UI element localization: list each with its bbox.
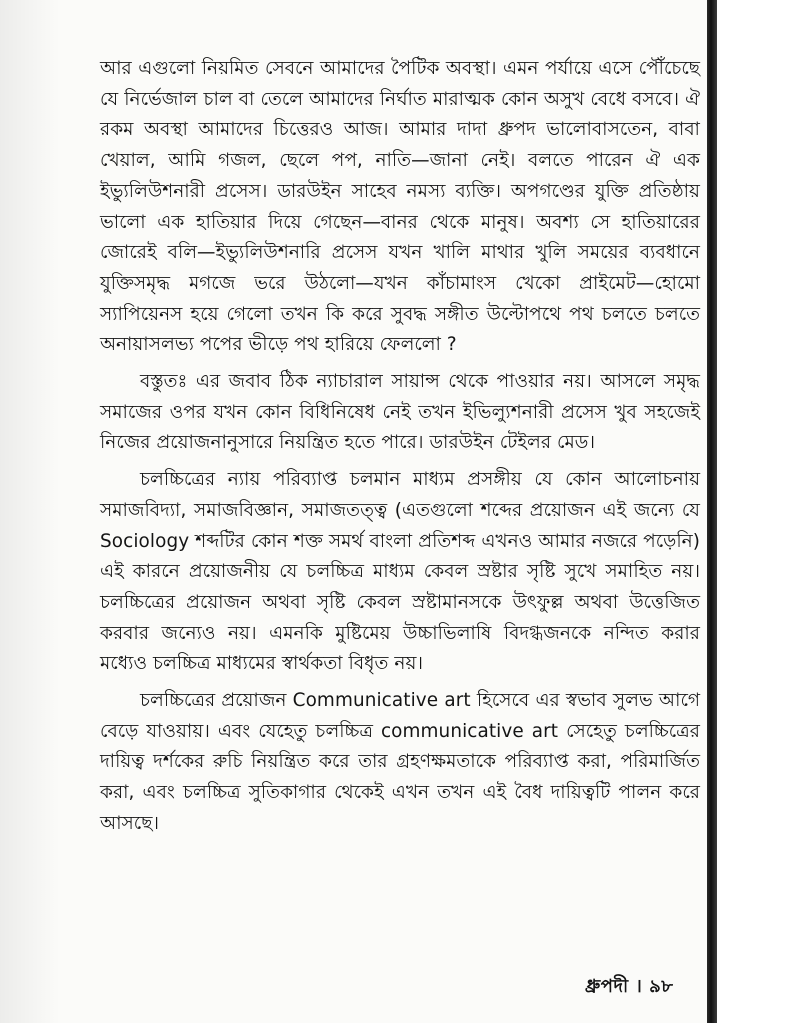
- body-text: [100, 54, 700, 840]
- publication-name: ধ্রুপদী: [585, 976, 629, 997]
- binding-edge: [707, 0, 717, 1023]
- page-shadow: [0, 0, 60, 1023]
- paragraph-1: আর এগুলো নিয়মিত সেবনে আমাদের পৈটিক অবস্থা। এমন পর্যায়ে এসে পৌঁচেছে যে নির্ভেজাল চাল বা তেলে আমাদের নির্ঘাত মারাত্মক কোন অসুখ বেধে বসবে। ঐ রকম অবস্থা আমাদের চিত্তেরও আজ। আমার দাদা ধ্রুপদ ভালোবাসতেন, বাবা খেয়াল, আমি গজল, ছেলে পপ, নাতি—জানা নেই। বলতে পারেন ঐ এক ইভ্যুলিউশনারী প্রসেস। ডারউইন সাহেব নমস্য ব্যক্তি। অপগণ্ডের যুক্তি প্রতিষ্ঠায় ভালো এক হাতিয়ার দিয়ে গেছেন—বানর থেকে মানুষ। অবশ্য সে হাতিয়ারের জোরেই বলি—ইভ্যুলিউশনারি প্রসেস যখন খালি মাথার খুলি সময়ের ব্যবধানে যুক্তিসমৃদ্ধ মগজে ভরে উঠলো—যখন কাঁচামাংস খেকো প্রাইমেট—হোমো স্যাপিয়েনস হয়ে গেলো তখন কি করে সুবদ্ধ সঙ্গীত উল্টোপথে পথ চলতে চলতে অনায়াসলভ্য পপের ভীড়ে পথ হারিয়ে ফেললো ?: [100, 58, 700, 356]
- paragraph-3: চলচ্চিত্রের ন্যায় পরিব্যাপ্ত চলমান মাধ্যম প্রসঙ্গীয় যে কোন আলোচনায় সমাজবিদ্যা, সমাজবিজ্ঞান, সমাজতত্ত্ব (এতগুলো শব্দের প্রয়োজন এই জন্যে যে Sociology শব্দটির কোন শক্ত সমর্থ বাংলা প্রতিশব্দ এখনও আমার নজরে পড়েনি) এই কারনে প্রয়োজনীয় যে চলচ্চিত্র মাধ্যম কেবল স্রষ্টার সৃষ্টি সুখে সমাহিত নয়। চলচ্চিত্রের প্রয়োজন অথবা সৃষ্টি কেবল স্রষ্টামানসকে উৎফুল্ল অথবা উত্তেজিত করবার জন্যেও নয়। এমনকি মুষ্টিমেয় উচ্চাভিলাষি বিদগ্ধজনকে নন্দিত করার মধ্যেও চলচ্চিত্র মাধ্যমের স্বার্থকতা বিধৃত নয়।: [100, 469, 700, 675]
- right-margin: [717, 0, 791, 1023]
- paragraph-2: বস্তুতঃ এর জবাব ঠিক ন্যাচারাল সায়ান্স থেকে পাওয়ার নয়। আসলে সমৃদ্ধ সমাজের ওপর যখন কোন বিধিনিষেধ নেই তখন ইভিল্যুশনারী প্রসেস খুব সহজেই নিজের প্রয়োজনানুসারে নিয়ন্ত্রিত হতে পারে। ডারউইন টেইলর মেড।: [100, 371, 700, 454]
- paragraph-4: চলচ্চিত্রের প্রয়োজন Communicative art হিসেবে এর স্বভাব সুলভ আগে বেড়ে যাওয়ায়। এবং যেহেতু চলচ্চিত্র communicative art সেহেতু চলচ্চিত্রের দায়িত্ব দর্শকের রুচি নিয়ন্ত্রিত করে তার গ্রহণক্ষমতাকে পরিব্যাপ্ত করা, পরিমার্জিত করা, এবং চলচ্চিত্র সুতিকাগার থেকেই এখন তখন এই বৈধ দায়িত্বটি পালন করে আসছে।: [100, 690, 700, 834]
- footer-separator: ।: [635, 976, 643, 997]
- page-footer: [585, 972, 673, 1003]
- page-number: ৯৮: [649, 976, 674, 997]
